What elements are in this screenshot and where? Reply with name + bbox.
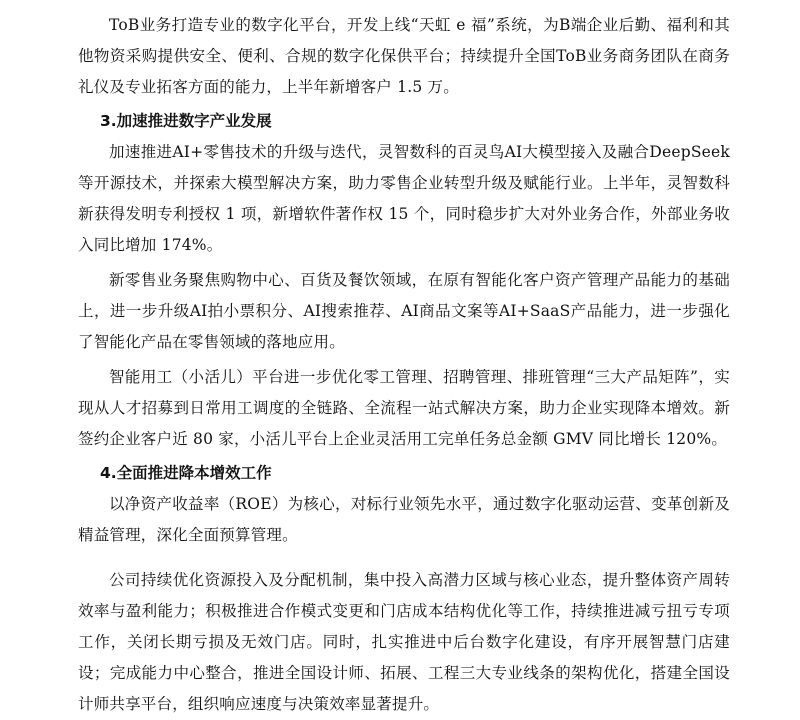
paragraph-ai-retail-tech: 加速推进AI+零售技术的升级与迭代，灵智数科的百灵鸟AI大模型接入及融合DeepSeek等开源技术，并探索大模型解决方案，助力零售企业转型升级及赋能行业。上半年，灵智数科新获得发明专利授权 1 项，新增软件著作权 15 个，同时稳步扩大对外业务合作，外部业务收入同比增加 174%。 — [78, 143, 730, 254]
paragraph-roe: 以净资产收益率（ROE）为核心，对标行业领先水平，通过数字化驱动运营、变革创新及精益管理，深化全面预算管理。 — [78, 495, 730, 544]
paragraph-new-retail: 新零售业务聚焦购物中心、百货及餐饮领域，在原有智能化客户资产管理产品能力的基础上，进一步升级AI拍小票积分、AI搜索推荐、AI商品文案等AI+SaaS产品能力，进一步强化了智能化产品在零售领域的落地应用。 — [78, 271, 730, 351]
paragraph-tob-business: ToB业务打造专业的数字化平台，开发上线“天虹 e 福”系统，为B端企业后勤、福利和其他物资采购提供安全、便利、合规的数字化保供平台；持续提升全国ToB业务商务团队在商务礼仪及专业拓客方面的能力，上半年新增客户 1.5 万。 — [78, 16, 730, 96]
section-heading-digital-industry: 3.加速推进数字产业发展 — [100, 112, 272, 130]
paragraph-smart-staffing: 智能用工（小活儿）平台进一步优化零工管理、招聘管理、排班管理“三大产品矩阵”，实现从人才招募到日常用工调度的全链路、全流程一站式解决方案，助力企业实现降本增效。新签约企业客户近 80 家，小活儿平台上企业灵活用工完单任务总金额 GMV 同比增长 120%。 — [78, 368, 730, 448]
paragraph-resource-allocation: 公司持续优化资源投入及分配机制，集中投入高潜力区域与核心业态，提升整体资产周转效率与盈利能力；积极推进合作模式变更和门店成本结构优化等工作，持续推进减亏扭亏专项工作，关闭长期亏损及无效门店。同时，扎实推进中后台数字化建设，有序开展智慧门店建设；完成能力中心整合，推进全国设计师、拓展、工程三大专业线条的架构优化，搭建全国设计师共享平台，组织响应速度与决策效率显著提升。 — [78, 571, 730, 713]
section-heading-cost-reduction: 4.全面推进降本增效工作 — [100, 464, 272, 482]
